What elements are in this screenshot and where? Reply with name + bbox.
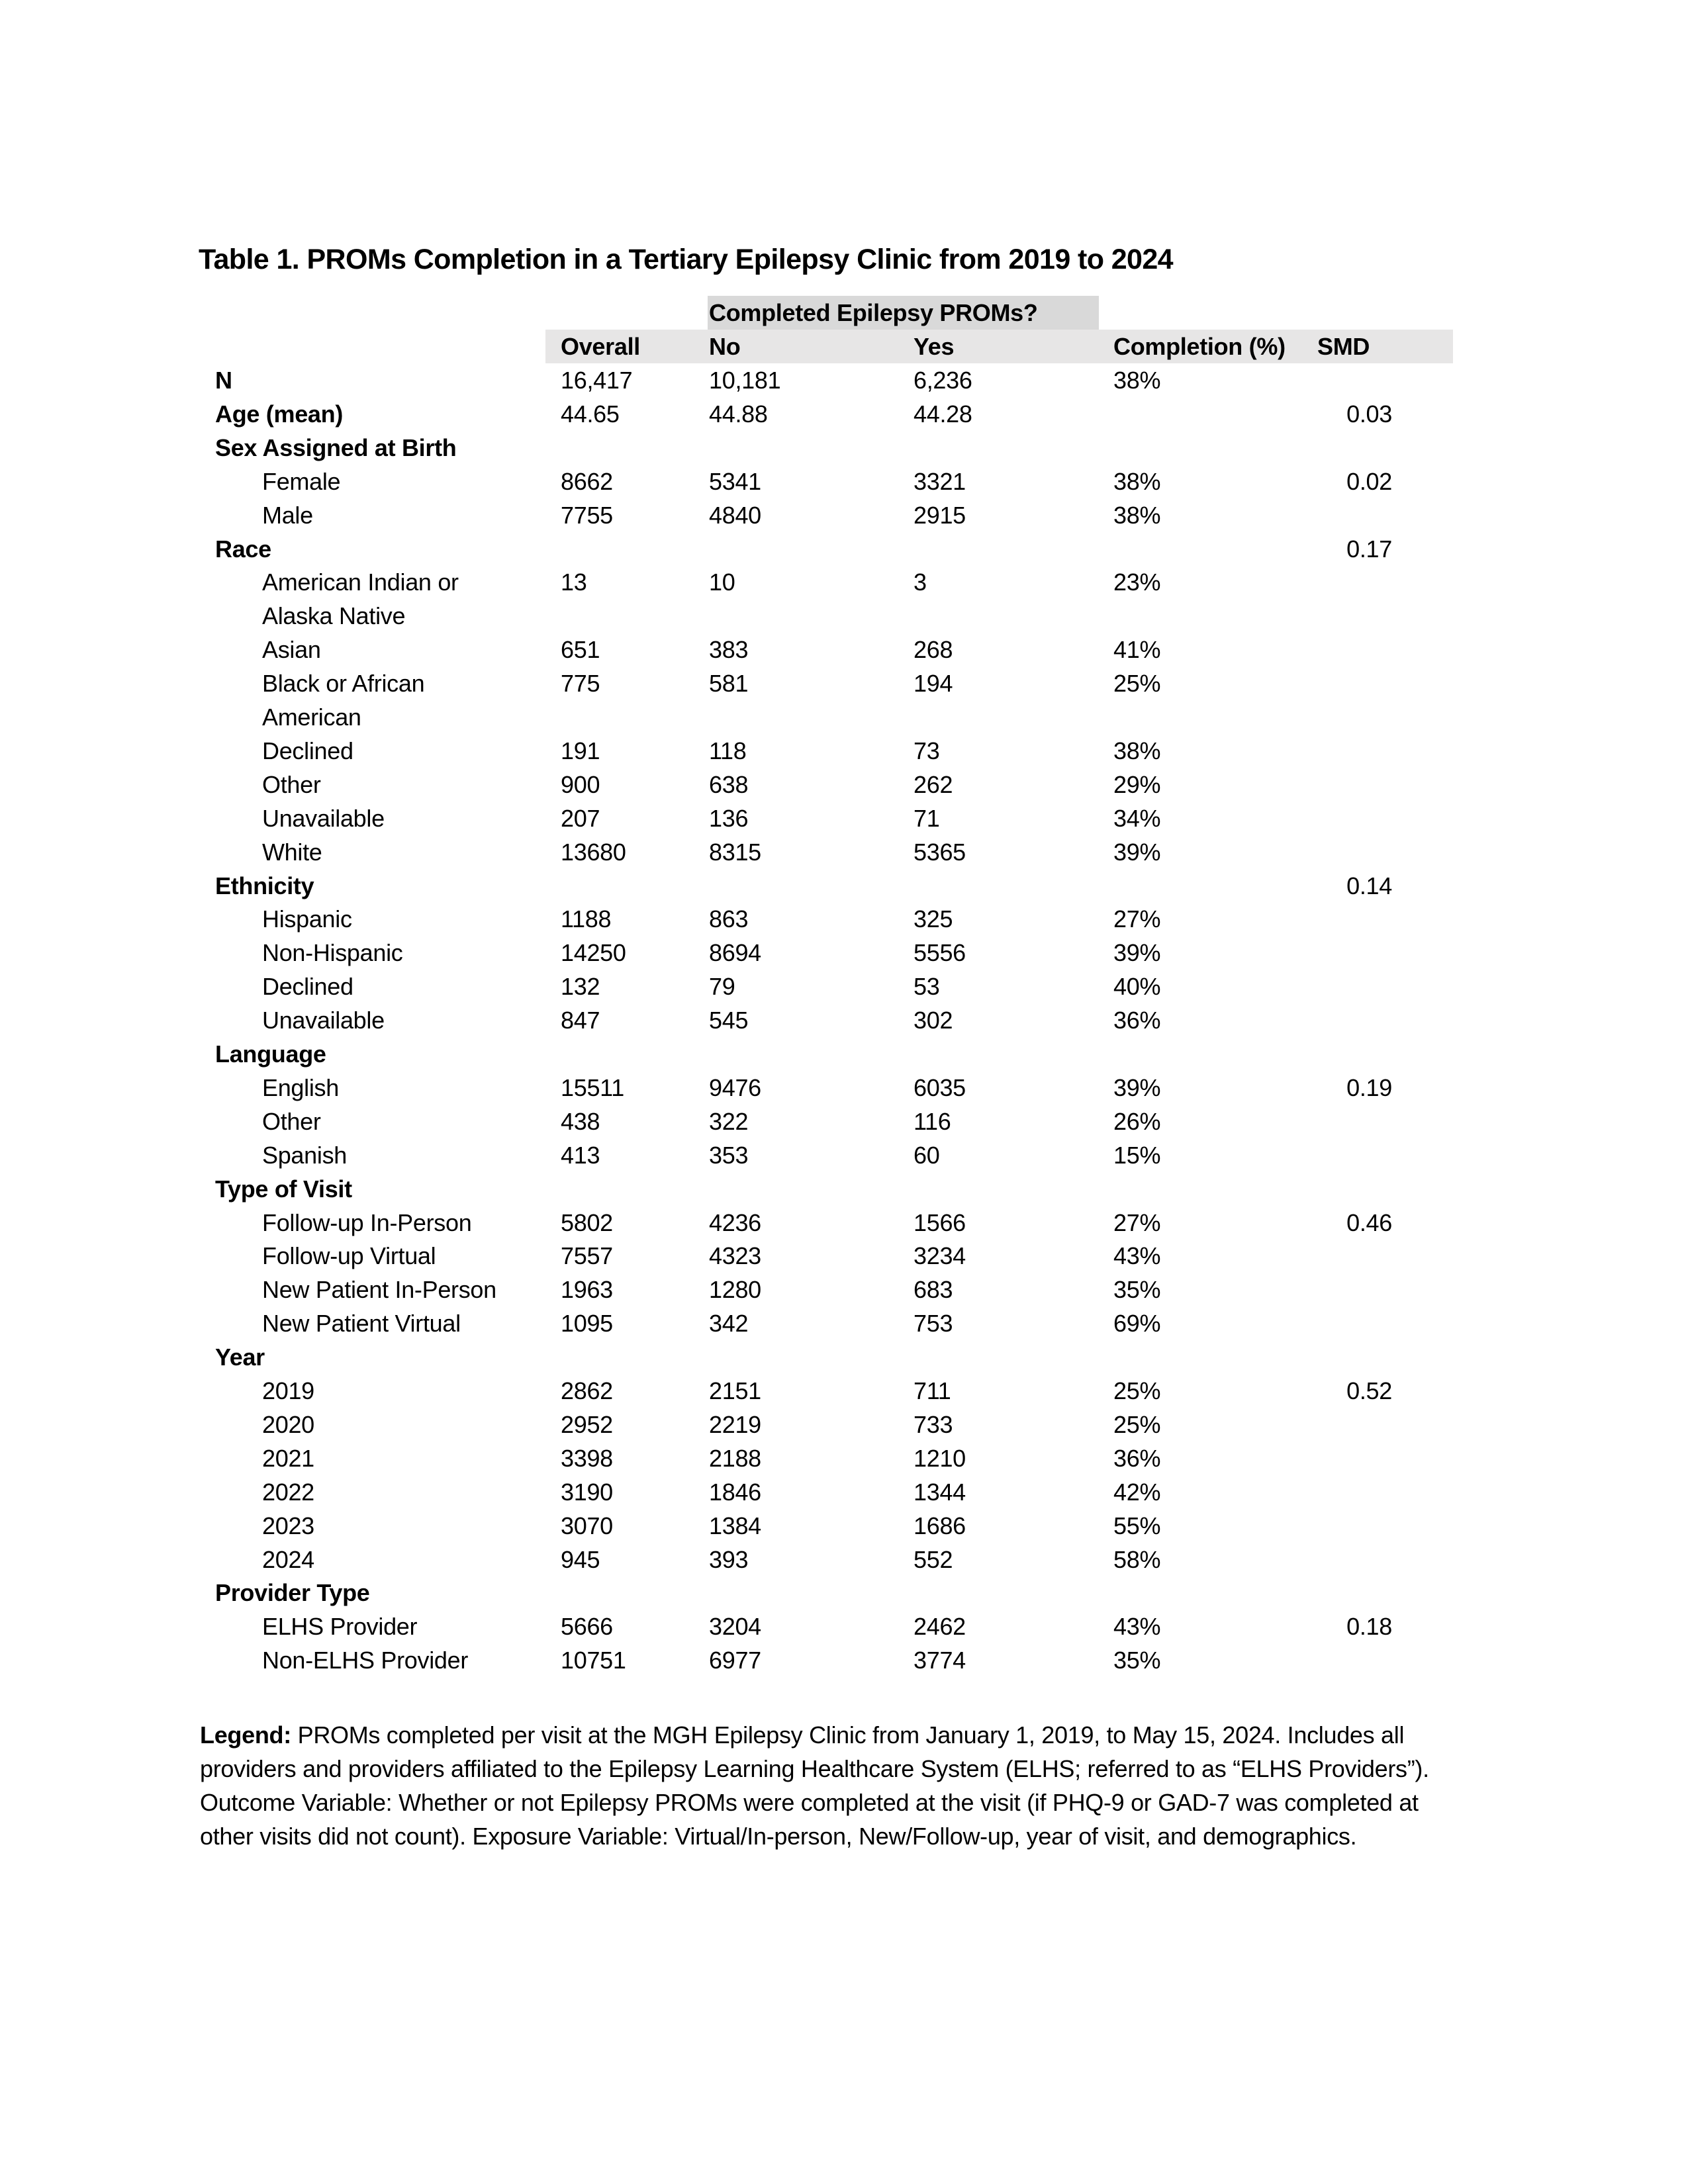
cell-completion-pct: 41% [1113, 636, 1161, 664]
row-label: New Patient In-Person [262, 1276, 496, 1304]
cell-overall: 651 [561, 636, 600, 664]
table-row [0, 1306, 1688, 1340]
row-label: Sex Assigned at Birth [215, 433, 457, 461]
cell-no: 1280 [709, 1276, 761, 1304]
row-label: Unavailable [262, 804, 385, 832]
cell-overall: 1963 [561, 1276, 613, 1304]
row-label: ELHS Provider [262, 1613, 418, 1641]
cell-no: 2188 [709, 1444, 761, 1472]
cell-completion-pct: 43% [1113, 1242, 1161, 1270]
table-row-category [0, 1172, 1688, 1206]
cell-overall: 3398 [561, 1444, 613, 1472]
cell-smd: 0.18 [1346, 1613, 1392, 1641]
row-label: Other [262, 1107, 321, 1135]
cell-overall: 2952 [561, 1410, 613, 1438]
table-title: Table 1. PROMs Completion in a Tertiary Epilepsy Clinic from 2019 to 2024 [199, 244, 1173, 275]
cell-yes: 73 [914, 737, 940, 764]
table-row [0, 801, 1688, 835]
cell-overall: 7755 [561, 501, 613, 529]
table-row-category [0, 1340, 1688, 1374]
cell-completion-pct: 34% [1113, 804, 1161, 832]
table-row [0, 1273, 1688, 1306]
row-label: Unavailable [262, 1007, 385, 1034]
cell-overall: 5666 [561, 1613, 613, 1641]
cell-overall: 13680 [561, 838, 626, 866]
table-row-category [0, 363, 1688, 397]
row-label: Spanish [262, 1141, 347, 1169]
row-label: Language [215, 1040, 326, 1068]
table-row [0, 599, 1688, 633]
cell-overall: 5802 [561, 1208, 613, 1236]
cell-yes: 116 [914, 1107, 951, 1135]
cell-smd: 0.14 [1346, 872, 1392, 899]
group-header-band [708, 296, 1099, 330]
cell-yes: 733 [914, 1410, 953, 1438]
cell-overall: 10751 [561, 1647, 626, 1674]
table-row [0, 902, 1688, 936]
cell-yes: 268 [914, 636, 953, 664]
cell-yes: 262 [914, 770, 953, 798]
cell-yes: 325 [914, 905, 953, 933]
cell-completion-pct: 55% [1113, 1512, 1161, 1539]
cell-overall: 44.65 [561, 400, 620, 428]
cell-completion-pct: 29% [1113, 770, 1161, 798]
cell-no: 863 [709, 905, 749, 933]
cell-smd: 0.17 [1346, 535, 1392, 563]
row-label: Hispanic [262, 905, 352, 933]
cell-completion-pct: 25% [1113, 1410, 1161, 1438]
cell-no: 393 [709, 1545, 749, 1573]
row-label: Declined [262, 973, 353, 1001]
table-row [0, 1003, 1688, 1037]
cell-no: 545 [709, 1007, 749, 1034]
cell-yes: 71 [914, 804, 940, 832]
table-row-category [0, 1037, 1688, 1071]
row-label: Male [262, 501, 313, 529]
cell-overall: 15511 [561, 1073, 624, 1101]
cell-completion-pct: 35% [1113, 1276, 1161, 1304]
cell-completion-pct: 25% [1113, 670, 1161, 698]
cell-yes: 753 [914, 1310, 953, 1338]
row-label: 2023 [262, 1512, 314, 1539]
cell-no: 10 [709, 569, 735, 596]
cell-yes: 44.28 [914, 400, 972, 428]
col-header-completion: Completion (%) [1113, 333, 1286, 360]
cell-yes: 6035 [914, 1073, 966, 1101]
cell-completion-pct: 38% [1113, 501, 1161, 529]
table-row-category [0, 869, 1688, 903]
cell-yes: 1686 [914, 1512, 966, 1539]
cell-yes: 3 [914, 569, 927, 596]
row-label: Alaska Native [262, 602, 406, 630]
cell-smd: 0.52 [1346, 1377, 1392, 1404]
cell-yes: 552 [914, 1545, 953, 1573]
cell-overall: 2862 [561, 1377, 613, 1404]
cell-yes: 194 [914, 670, 953, 698]
row-label: 2020 [262, 1410, 314, 1438]
cell-completion-pct: 38% [1113, 467, 1161, 495]
cell-overall: 7557 [561, 1242, 613, 1270]
row-label: Black or African [262, 670, 425, 698]
cell-overall: 3070 [561, 1512, 613, 1539]
cell-overall: 191 [561, 737, 600, 764]
row-label: Non-Hispanic [262, 939, 403, 967]
cell-completion-pct: 39% [1113, 939, 1161, 967]
table-row [0, 1374, 1688, 1408]
col-header-overall: Overall [561, 333, 640, 360]
cell-no: 136 [709, 804, 749, 832]
cell-yes: 1210 [914, 1444, 966, 1472]
table-row [0, 734, 1688, 768]
table-row [0, 1643, 1688, 1677]
table-row [0, 1206, 1688, 1240]
cell-no: 353 [709, 1141, 749, 1169]
group-header-label: Completed Epilepsy PROMs? [709, 299, 1038, 326]
cell-overall: 900 [561, 770, 600, 798]
cell-completion-pct: 15% [1113, 1141, 1161, 1169]
table-row [0, 768, 1688, 801]
cell-yes: 2915 [914, 501, 966, 529]
cell-completion-pct: 25% [1113, 1377, 1161, 1404]
cell-no: 342 [709, 1310, 749, 1338]
cell-yes: 1344 [914, 1478, 966, 1506]
row-label: Declined [262, 737, 353, 764]
cell-overall: 1188 [561, 905, 612, 933]
table-row-category [0, 532, 1688, 566]
table-row [0, 633, 1688, 666]
cell-no: 3204 [709, 1613, 761, 1641]
cell-yes: 60 [914, 1141, 940, 1169]
row-label: Year [215, 1343, 265, 1371]
table-row [0, 565, 1688, 599]
row-label: 2022 [262, 1478, 314, 1506]
cell-no: 44.88 [709, 400, 768, 428]
cell-yes: 3774 [914, 1647, 966, 1674]
table-row [0, 1441, 1688, 1475]
cell-yes: 3321 [914, 467, 966, 495]
cell-overall: 14250 [561, 939, 626, 967]
table-legend [200, 1718, 1471, 1853]
cell-yes: 1566 [914, 1208, 966, 1236]
table-row [0, 1105, 1688, 1138]
cell-overall: 3190 [561, 1478, 613, 1506]
cell-yes: 53 [914, 973, 940, 1001]
cell-no: 8694 [709, 939, 761, 967]
row-label: Follow-up In-Person [262, 1208, 472, 1236]
table-row [0, 1509, 1688, 1543]
cell-completion-pct: 38% [1113, 737, 1161, 764]
cell-completion-pct: 69% [1113, 1310, 1161, 1338]
row-label: Ethnicity [215, 872, 314, 899]
legend-text: PROMs completed per visit at the MGH Epilepsy Clinic from January 1, 2019, to May 15, 2024. Includes all providers and providers affiliated to the Epilepsy Learning Healthcare System (ELHS; referred to as “ELHS Providers”). Outcome Variable: Whether or not Epilepsy PROMs were completed at the visit (if PHQ-9 or GAD-7 was completed at other visits did not count). Exposure Variable: Virtual/In-person, New/Follow-up, year of visit, and demographics. [200, 1721, 1429, 1850]
cell-yes: 5365 [914, 838, 966, 866]
cell-yes: 3234 [914, 1242, 966, 1270]
row-label: Type of Visit [215, 1175, 352, 1203]
row-label: 2021 [262, 1444, 314, 1472]
cell-completion-pct: 36% [1113, 1007, 1161, 1034]
table-row [0, 1138, 1688, 1172]
cell-overall: 413 [561, 1141, 600, 1169]
row-label: American Indian or [262, 569, 459, 596]
cell-completion-pct: 35% [1113, 1647, 1161, 1674]
cell-overall: 132 [561, 973, 600, 1001]
cell-no: 581 [709, 670, 749, 698]
cell-overall: 16,417 [561, 367, 633, 394]
cell-no: 322 [709, 1107, 749, 1135]
cell-completion-pct: 27% [1113, 905, 1161, 933]
row-label: N [215, 367, 232, 394]
table-row-category [0, 1576, 1688, 1610]
table-row [0, 1408, 1688, 1441]
cell-completion-pct: 38% [1113, 367, 1161, 394]
cell-no: 2219 [709, 1410, 761, 1438]
cell-completion-pct: 27% [1113, 1208, 1161, 1236]
cell-smd: 0.46 [1346, 1208, 1392, 1236]
row-label: Female [262, 467, 341, 495]
table-row [0, 498, 1688, 532]
row-label: English [262, 1073, 339, 1101]
cell-completion-pct: 39% [1113, 838, 1161, 866]
cell-yes: 6,236 [914, 367, 972, 394]
cell-overall: 945 [561, 1545, 600, 1573]
cell-no: 79 [709, 973, 735, 1001]
cell-no: 4236 [709, 1208, 761, 1236]
cell-smd: 0.03 [1346, 400, 1392, 428]
table-row [0, 465, 1688, 498]
cell-overall: 438 [561, 1107, 600, 1135]
cell-no: 383 [709, 636, 749, 664]
cell-overall: 13 [561, 569, 587, 596]
cell-overall: 775 [561, 670, 600, 698]
table-row [0, 1543, 1688, 1576]
row-label: White [262, 838, 322, 866]
cell-overall: 1095 [561, 1310, 613, 1338]
cell-completion-pct: 40% [1113, 973, 1161, 1001]
table-row [0, 1475, 1688, 1509]
row-label: New Patient Virtual [262, 1310, 461, 1338]
cell-smd: 0.02 [1346, 467, 1392, 495]
cell-yes: 5556 [914, 939, 966, 967]
col-header-no: No [709, 333, 741, 360]
row-label: Race [215, 535, 271, 563]
table-row-category [0, 397, 1688, 431]
cell-completion-pct: 23% [1113, 569, 1161, 596]
cell-yes: 302 [914, 1007, 953, 1034]
table-row [0, 1071, 1688, 1105]
table-row [0, 700, 1688, 734]
row-label: Non-ELHS Provider [262, 1647, 469, 1674]
row-label: Age (mean) [215, 400, 344, 428]
row-label: Follow-up Virtual [262, 1242, 436, 1270]
cell-no: 2151 [709, 1377, 761, 1404]
row-label: 2024 [262, 1545, 314, 1573]
cell-yes: 2462 [914, 1613, 966, 1641]
cell-no: 5341 [709, 467, 761, 495]
table-row [0, 970, 1688, 1003]
cell-no: 10,181 [709, 367, 781, 394]
row-label: American [262, 704, 361, 731]
table-row-category [0, 431, 1688, 465]
table-row [0, 835, 1688, 869]
cell-completion-pct: 42% [1113, 1478, 1161, 1506]
cell-completion-pct: 39% [1113, 1073, 1161, 1101]
table-row [0, 1610, 1688, 1643]
cell-no: 1846 [709, 1478, 761, 1506]
cell-no: 4840 [709, 501, 761, 529]
cell-no: 6977 [709, 1647, 761, 1674]
cell-completion-pct: 36% [1113, 1444, 1161, 1472]
cell-no: 4323 [709, 1242, 761, 1270]
row-label: Provider Type [215, 1579, 370, 1607]
row-label: Other [262, 770, 321, 798]
cell-yes: 711 [914, 1377, 951, 1404]
cell-no: 118 [709, 737, 747, 764]
cell-no: 8315 [709, 838, 761, 866]
col-header-yes: Yes [914, 333, 955, 360]
col-header-smd: SMD [1317, 333, 1370, 360]
cell-overall: 207 [561, 804, 600, 832]
cell-overall: 847 [561, 1007, 600, 1034]
row-label: 2019 [262, 1377, 314, 1404]
cell-no: 9476 [709, 1073, 761, 1101]
cell-completion-pct: 43% [1113, 1613, 1161, 1641]
cell-smd: 0.19 [1346, 1073, 1392, 1101]
table-row [0, 1239, 1688, 1273]
cell-yes: 683 [914, 1276, 953, 1304]
legend-label: Legend: [200, 1721, 291, 1749]
cell-no: 1384 [709, 1512, 761, 1539]
cell-overall: 8662 [561, 467, 613, 495]
row-label: Asian [262, 636, 321, 664]
table-row [0, 666, 1688, 700]
cell-no: 638 [709, 770, 749, 798]
cell-completion-pct: 26% [1113, 1107, 1161, 1135]
cell-completion-pct: 58% [1113, 1545, 1161, 1573]
table-row [0, 936, 1688, 970]
